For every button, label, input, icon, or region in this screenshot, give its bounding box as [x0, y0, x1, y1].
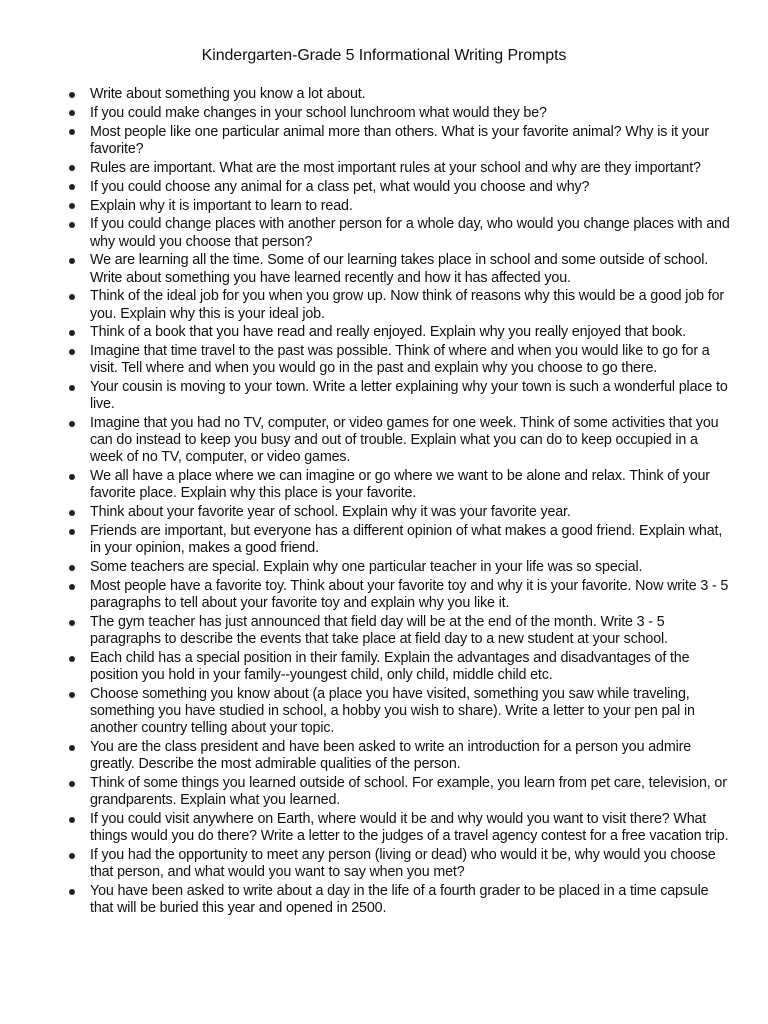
bullet-icon — [69, 203, 75, 209]
page-title: Kindergarten-Grade 5 Informational Writing Prompts — [201, 47, 567, 64]
list-item — [90, 216, 730, 250]
list-item — [90, 614, 730, 648]
prompt-text: Think of some things you learned outside of school. For example, you learn from pet care, television, or grandparents. Explain what you learned. — [90, 775, 727, 809]
prompt-text: Imagine that you had no TV, computer, or video games for one week. Think of some activities that you can do instead to keep you busy and out of trouble. Explain what you can do to keep occupied in a week of no TV, computer, or video games. — [90, 415, 719, 466]
bullet-icon — [69, 258, 75, 264]
prompt-text: If you could make changes in your school lunchroom what would they be? — [90, 104, 547, 121]
prompt-text: You are the class president and have been asked to write an introduction for a person you admire greatly. Describe the most admirable qualities of the person. — [90, 739, 692, 773]
bullet-icon — [69, 110, 75, 116]
bullet-icon — [69, 92, 75, 98]
bullet-icon — [69, 656, 75, 662]
prompt-text: Choose something you know about (a place you have visited, something you saw while traveling, something you have studied in school, a hobby you wish to share). Write a letter to your pen pal in another country telling about your topic. — [90, 686, 695, 737]
prompt-text: If you could visit anywhere on Earth, where would it be and why would you want to visit there? What things would you do there? Write a letter to the judges of a travel agency contest for a free vacation trip. — [90, 811, 729, 845]
prompt-text: Imagine that time travel to the past was possible. Think of where and when you would like to go for a visit. Tell where and when you would go in the past and explain why you choose to go there. — [90, 343, 710, 377]
bullet-icon — [69, 510, 75, 516]
prompt-text: Most people like one particular animal more than others. What is your favorite animal? Why is it your favorite? — [90, 123, 709, 157]
prompt-text: If you could choose any animal for a class pet, what would you choose and why? — [90, 178, 590, 195]
prompt-text: If you had the opportunity to meet any person (living or dead) who would it be, why would you choose that person, and what would you want to say when you met? — [90, 847, 716, 881]
bullet-icon — [69, 745, 75, 751]
prompt-text: Some teachers are special. Explain why one particular teacher in your life was so special. — [90, 559, 643, 576]
list-item — [90, 578, 730, 612]
prompt-text: Think about your favorite year of school. Explain why it was your favorite year. — [90, 504, 571, 521]
list-item — [90, 468, 730, 502]
list-item — [90, 160, 730, 177]
prompt-text: We are learning all the time. Some of our learning takes place in school and some outside of school. Write about something you have learned recently and how it has affected you. — [90, 252, 709, 286]
list-item — [90, 379, 730, 413]
list-item — [90, 198, 730, 215]
prompt-text: Rules are important. What are the most important rules at your school and why are they important? — [90, 159, 701, 176]
prompt-text: Most people have a favorite toy. Think about your favorite toy and why it is your favorite. Now write 3 - 5 paragraphs to tell about your favorite toy and explain why you like it. — [90, 578, 729, 612]
list-item — [90, 343, 730, 377]
bullet-icon — [69, 222, 75, 228]
list-item — [90, 504, 730, 521]
bullet-icon — [69, 421, 75, 427]
list-item — [90, 415, 730, 466]
bullet-icon — [69, 294, 75, 300]
bullet-icon — [69, 692, 75, 698]
prompt-text: We all have a place where we can imagine or go where we want to be alone and relax. Think of your favorite place. Explain why this place is your favorite. — [90, 468, 710, 502]
list-item — [90, 523, 730, 557]
bullet-icon — [69, 565, 75, 571]
prompt-text: Think of the ideal job for you when you grow up. Now think of reasons why this would be a good job for you. Explain why this is your ideal job. — [90, 288, 724, 322]
bullet-icon — [69, 781, 75, 787]
bullet-icon — [69, 474, 75, 480]
bullet-icon — [69, 129, 75, 135]
prompt-text: You have been asked to write about a day in the life of a fourth grader to be placed in a time capsule that will be buried this year and opened in 2500. — [90, 883, 709, 917]
bullet-icon — [69, 184, 75, 190]
bullet-icon — [69, 853, 75, 859]
list-item — [90, 559, 730, 576]
list-item — [90, 86, 730, 103]
bullet-icon — [69, 817, 75, 823]
prompt-text: Each child has a special position in their family. Explain the advantages and disadvantages of the position you hold in your family--youngest child, only child, middle child etc. — [90, 650, 690, 684]
list-item — [90, 650, 730, 684]
list-item — [90, 883, 730, 917]
list-item — [90, 179, 730, 196]
list-item — [90, 775, 730, 809]
bullet-icon — [69, 529, 75, 535]
list-item — [90, 324, 730, 341]
list-item — [90, 686, 730, 737]
bullet-icon — [69, 620, 75, 626]
list-item — [90, 105, 730, 122]
list-item — [90, 811, 730, 845]
bullet-icon — [69, 165, 75, 171]
bullet-icon — [69, 385, 75, 391]
list-item — [90, 288, 730, 322]
prompt-text: Your cousin is moving to your town. Write a letter explaining why your town is such a wonderful place to live. — [90, 379, 728, 413]
bullet-icon — [69, 889, 75, 895]
bullet-icon — [69, 349, 75, 355]
list-item — [90, 847, 730, 881]
bullet-icon — [69, 330, 75, 336]
prompt-list — [90, 86, 730, 919]
prompt-text: Think of a book that you have read and really enjoyed. Explain why you really enjoyed that book. — [90, 324, 686, 341]
bullet-icon — [69, 584, 75, 590]
prompt-text: Write about something you know a lot about. — [90, 86, 366, 102]
prompt-text: The gym teacher has just announced that field day will be at the end of the month. Write 3 - 5 paragraphs to describe the events that take place at field day to a new student at your school. — [90, 614, 668, 648]
list-item — [90, 739, 730, 773]
prompt-text: If you could change places with another person for a whole day, who would you change places with and why would you choose that person? — [90, 216, 730, 250]
list-item — [90, 124, 730, 158]
prompt-text: Explain why it is important to learn to read. — [90, 197, 353, 214]
list-item — [90, 252, 730, 286]
prompt-text: Friends are important, but everyone has a different opinion of what makes a good friend. Explain what, in your opinion, makes a good friend. — [90, 523, 723, 557]
